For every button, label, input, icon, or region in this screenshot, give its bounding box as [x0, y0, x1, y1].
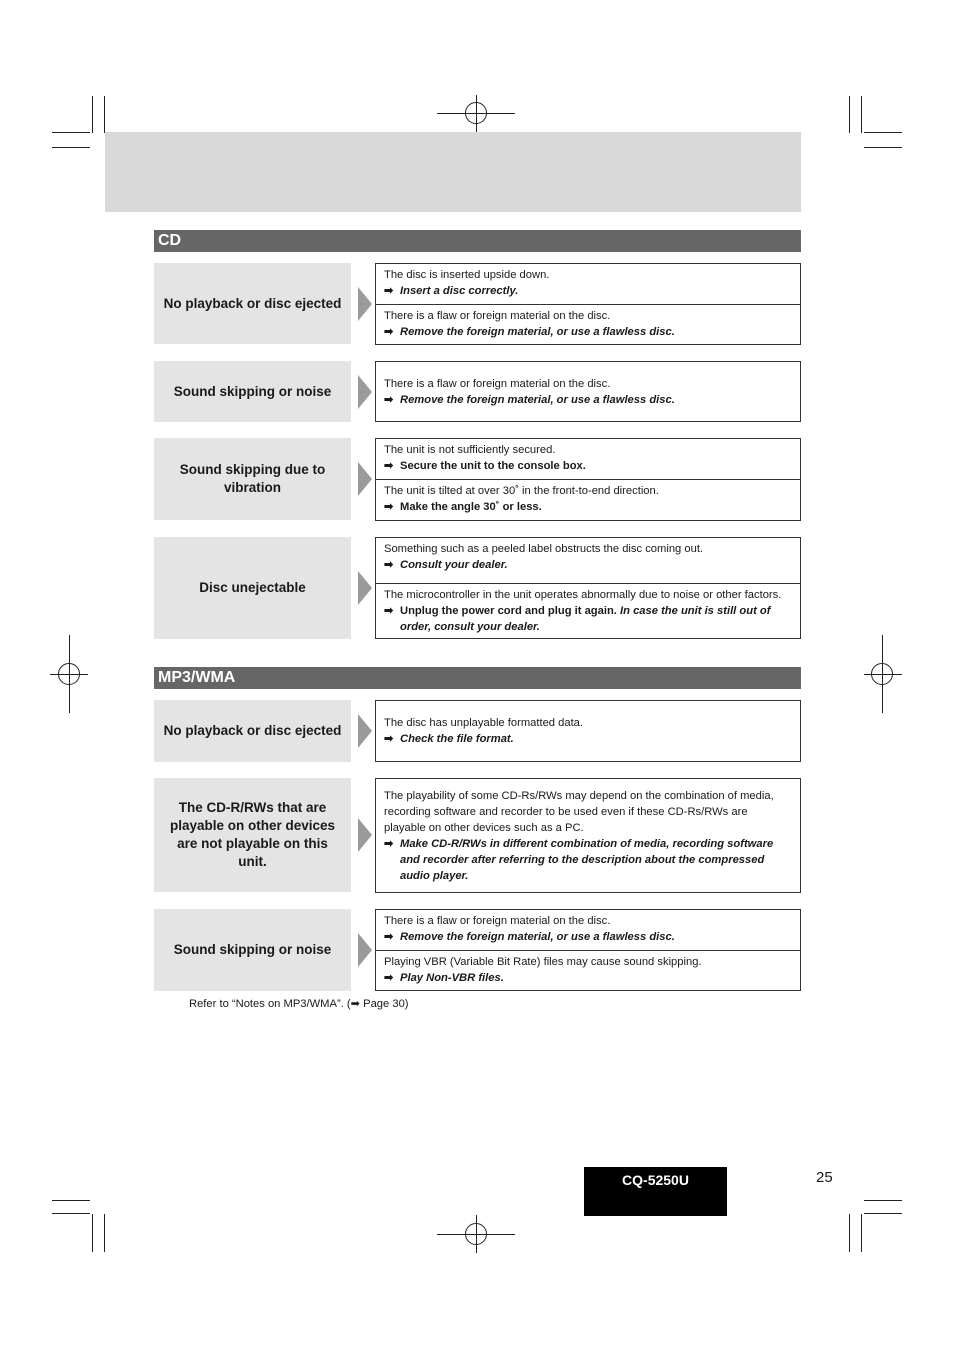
arrow-right-icon: ➡ — [384, 285, 394, 297]
remedy-box — [375, 537, 801, 639]
arrow-right-icon: ➡ — [384, 733, 394, 745]
remedy-entry — [376, 785, 800, 887]
remedy-entry — [376, 264, 800, 304]
action-emphasis-text: Remove the foreign material, or use a flawless disc. — [400, 931, 675, 943]
remedy-entry — [376, 583, 800, 638]
pointer-arrow-icon — [358, 571, 372, 605]
symptom-label: Disc unejectable — [154, 537, 351, 639]
cause-text: The unit is not sufficiently secured. — [384, 444, 556, 456]
action-line — [384, 603, 792, 635]
pointer-arrow-icon — [358, 818, 372, 852]
action-line — [384, 499, 792, 515]
remedy-entry — [376, 439, 800, 479]
note-prefix: Refer to “Notes on MP3/WMA”. ( — [189, 998, 351, 1010]
pointer-arrow-icon — [358, 287, 372, 321]
cause-text: The unit is tilted at over 30˚ in the front-to-end direction. — [384, 485, 659, 497]
remedy-entry — [376, 304, 800, 345]
symptom-label: Sound skipping due to vibration — [154, 438, 351, 520]
remedy-entry — [376, 950, 800, 991]
remedy-box — [375, 700, 801, 762]
remedy-entry — [376, 712, 800, 750]
pointer-arrow-icon — [358, 933, 372, 967]
remedy-box — [375, 361, 801, 422]
action-emphasis-text: Insert a disc correctly. — [400, 285, 519, 297]
section-title-mp3-wma: MP3/WMA — [154, 667, 801, 689]
remedy-entry — [376, 373, 800, 411]
action-line — [384, 557, 792, 573]
action-line — [384, 324, 792, 340]
arrow-right-icon: ➡ — [384, 837, 394, 850]
pointer-arrow-icon — [358, 462, 372, 496]
symptom-label: No playback or disc ejected — [154, 700, 351, 762]
action-line — [384, 283, 792, 299]
page-number: 25 — [816, 1169, 833, 1186]
remedy-box — [375, 909, 801, 991]
cause-text: Something such as a peeled label obstructs the disc coming out. — [384, 543, 704, 555]
action-line — [384, 458, 792, 474]
action-line — [384, 836, 792, 884]
remedy-box — [375, 778, 801, 893]
arrow-right-icon: ➡ — [350, 998, 361, 1010]
action-line — [384, 970, 792, 986]
remedy-entry — [376, 479, 800, 520]
action-line — [384, 731, 792, 747]
symptom-label: No playback or disc ejected — [154, 263, 351, 344]
cause-text: The disc has unplayable formatted data. — [384, 717, 584, 729]
cause-text: The playability of some CD-Rs/RWs may depend on the combination of media, recording software and recorder to be used even if these CD-Rs/RWs are playable on other devices such as a PC. — [384, 789, 774, 834]
action-bold-text: Make the angle 30˚ or less. — [400, 501, 542, 513]
cause-text: There is a flaw or foreign material on the disc. — [384, 309, 611, 322]
action-emphasis-text: Remove the foreign material, or use a flawless disc. — [400, 325, 675, 338]
arrow-right-icon: ➡ — [384, 393, 394, 406]
action-bold-text: Unplug the power cord and plug it again. — [400, 605, 617, 617]
arrow-right-icon: ➡ — [384, 501, 394, 513]
cause-text: The microcontroller in the unit operates abnormally due to noise or other factors. — [384, 589, 782, 601]
cause-text: Playing VBR (Variable Bit Rate) files may cause sound skipping. — [384, 955, 702, 968]
action-emphasis-text: Check the file format. — [400, 733, 514, 745]
remedy-entry — [376, 538, 800, 583]
arrow-right-icon: ➡ — [384, 931, 394, 943]
action-emphasis-text: Consult your dealer. — [400, 559, 508, 571]
action-emphasis-text: Play Non-VBR files. — [400, 971, 504, 984]
action-emphasis-text: In case the unit is still out of order, consult your dealer. — [400, 605, 771, 633]
pointer-arrow-icon — [358, 375, 372, 409]
header-band — [105, 132, 801, 212]
remedy-box — [375, 438, 801, 521]
action-emphasis-text: Remove the foreign material, or use a flawless disc. — [400, 393, 675, 406]
arrow-right-icon: ➡ — [384, 559, 394, 571]
symptom-label: Sound skipping or noise — [154, 909, 351, 991]
arrow-right-icon: ➡ — [384, 325, 394, 338]
cause-text: There is a flaw or foreign material on the disc. — [384, 377, 611, 390]
cause-text: The disc is inserted upside down. — [384, 269, 550, 281]
action-line — [384, 392, 792, 408]
arrow-right-icon: ➡ — [384, 460, 394, 472]
cause-text: There is a flaw or foreign material on the disc. — [384, 915, 611, 927]
section-title-cd: CD — [154, 230, 801, 252]
remedy-box — [375, 263, 801, 345]
symptom-label: The CD-R/RWs that are playable on other devices are not playable on this unit. — [154, 778, 351, 892]
arrow-right-icon: ➡ — [384, 971, 394, 984]
model-label: CQ-5250U — [584, 1167, 727, 1216]
note-suffix: Page 30) — [360, 998, 409, 1010]
action-emphasis-text: Make CD-R/RWs in different combination of media, recording software and recorder after referring to the description about the compressed audio player. — [400, 837, 774, 882]
action-bold-text: Secure the unit to the console box. — [400, 460, 586, 472]
reference-note — [189, 996, 409, 1012]
remedy-entry — [376, 910, 800, 950]
symptom-label: Sound skipping or noise — [154, 361, 351, 422]
action-line — [384, 929, 792, 945]
pointer-arrow-icon — [358, 714, 372, 748]
arrow-right-icon: ➡ — [384, 605, 394, 617]
